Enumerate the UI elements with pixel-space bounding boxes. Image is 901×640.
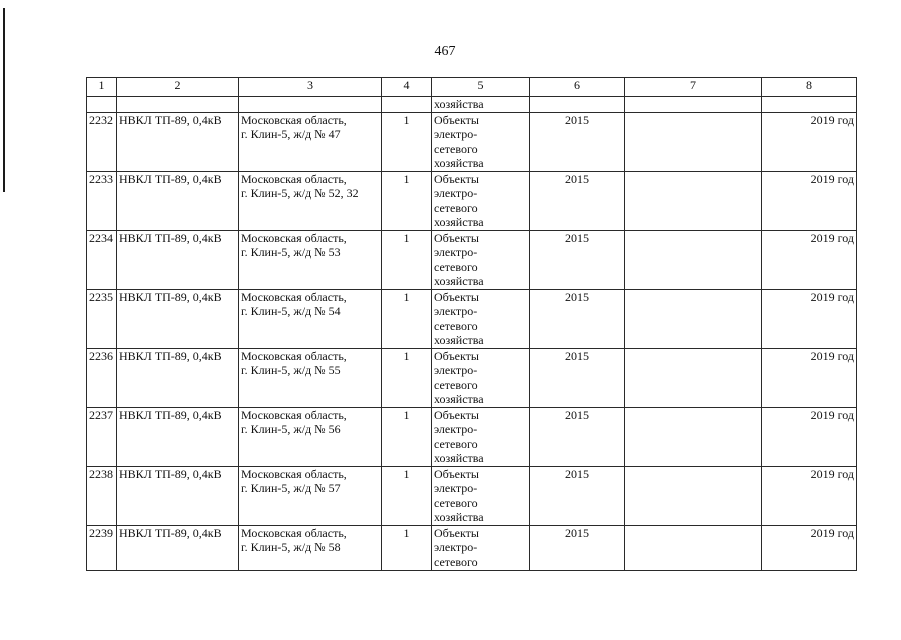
category-cell-text: электро- [434, 540, 478, 554]
address-cell [239, 289, 382, 348]
table-row [87, 112, 857, 171]
category-cell: хозяйства [432, 97, 530, 113]
category-cell-text: Объекты [434, 466, 479, 481]
deadline-cell-text: 2019 год [810, 525, 854, 540]
deadline-cell-text: 2019 год [810, 230, 854, 245]
address-cell-text: г. Клин-5, ж/д № 53 [241, 245, 341, 259]
category-cell [432, 230, 530, 289]
category-cell [432, 289, 530, 348]
table-cell [530, 97, 625, 113]
column-7-cell [625, 112, 762, 171]
quantity-cell [382, 289, 432, 348]
category-cell [432, 171, 530, 230]
deadline-cell-text: 2019 год [810, 112, 854, 127]
category-cell-text: Объекты [434, 348, 479, 363]
category-cell-text: электро- [434, 481, 478, 495]
column-7-cell [625, 466, 762, 525]
address-cell [239, 525, 382, 570]
category-cell-text: хозяйства [434, 510, 484, 524]
category-cell-text: сетевого [434, 318, 478, 333]
table-row [87, 171, 857, 230]
address-cell [239, 171, 382, 230]
quantity-cell [382, 112, 432, 171]
category-cell [432, 407, 530, 466]
category-cell-text: электро- [434, 304, 478, 318]
year-cell-text: 2015 [565, 230, 589, 245]
register-table-body [87, 97, 857, 571]
address-cell [239, 407, 382, 466]
row-number-cell [87, 289, 117, 348]
row-number-cell [87, 525, 117, 570]
column-header-4: 4 [382, 78, 432, 97]
year-cell [530, 466, 625, 525]
year-cell [530, 348, 625, 407]
address-cell-text: г. Клин-5, ж/д № 55 [241, 363, 341, 377]
deadline-cell [762, 230, 857, 289]
scan-edge-mark [3, 8, 5, 192]
category-cell-text: электро- [434, 422, 478, 436]
year-cell-text: 2015 [565, 407, 589, 422]
address-cell-text: г. Клин-5, ж/д № 58 [241, 540, 341, 554]
quantity-cell-text: 1 [403, 525, 410, 540]
category-cell-text: сетевого [434, 200, 478, 215]
category-cell-text: сетевого [434, 259, 478, 274]
address-cell [239, 466, 382, 525]
quantity-cell [382, 466, 432, 525]
deadline-cell [762, 171, 857, 230]
row-number-cell-text: 2239 [89, 525, 113, 540]
year-cell-text: 2015 [565, 525, 589, 540]
row-number-cell-text: 2235 [89, 289, 113, 304]
category-cell-text: сетевого [434, 436, 478, 451]
quantity-cell-text: 1 [403, 466, 410, 481]
object-name-cell-text: НВКЛ ТП-89, 0,4кВ [119, 289, 222, 304]
deadline-cell-text: 2019 год [810, 348, 854, 363]
table-row [87, 466, 857, 525]
object-name-cell [117, 348, 239, 407]
deadline-cell-text: 2019 год [810, 289, 854, 304]
category-cell-text: хозяйства [434, 333, 484, 347]
category-cell [432, 525, 530, 570]
address-cell-text: г. Клин-5, ж/д № 54 [241, 304, 341, 318]
table-cell [382, 97, 432, 113]
quantity-cell-text: 1 [403, 112, 410, 127]
deadline-cell [762, 348, 857, 407]
object-name-cell [117, 112, 239, 171]
year-cell [530, 525, 625, 570]
row-number-cell-text: 2232 [89, 112, 113, 127]
address-cell-text: г. Клин-5, ж/д № 52, 32 [241, 186, 359, 200]
category-cell-text: хозяйства [434, 451, 484, 465]
quantity-cell-text: 1 [403, 230, 410, 245]
column-7-cell [625, 289, 762, 348]
object-name-cell-text: НВКЛ ТП-89, 0,4кВ [119, 525, 222, 540]
column-7-cell [625, 348, 762, 407]
address-cell-text: Московская область, [241, 112, 347, 127]
table-cell [625, 97, 762, 113]
deadline-cell [762, 466, 857, 525]
year-cell-text: 2015 [565, 348, 589, 363]
year-cell-text: 2015 [565, 289, 589, 304]
category-cell-text: Объекты [434, 289, 479, 304]
year-cell [530, 230, 625, 289]
address-cell-text: г. Клин-5, ж/д № 57 [241, 481, 341, 495]
quantity-cell [382, 525, 432, 570]
column-7-cell [625, 171, 762, 230]
category-cell-text: хозяйства [434, 215, 484, 229]
continuation-row [87, 97, 857, 113]
category-cell [432, 466, 530, 525]
quantity-cell-text: 1 [403, 348, 410, 363]
category-cell-text: Объекты [434, 525, 479, 540]
address-cell [239, 112, 382, 171]
address-cell-text: Московская область, [241, 407, 347, 422]
column-header-6: 6 [530, 78, 625, 97]
row-number-cell-text: 2234 [89, 230, 113, 245]
table-cell [117, 97, 239, 113]
column-header-3: 3 [239, 78, 382, 97]
deadline-cell [762, 112, 857, 171]
category-cell-text: сетевого [434, 141, 478, 156]
address-cell-text: Московская область, [241, 525, 347, 540]
object-name-cell [117, 230, 239, 289]
year-cell [530, 171, 625, 230]
table-cell [239, 97, 382, 113]
row-number-cell [87, 112, 117, 171]
deadline-cell [762, 289, 857, 348]
page-number: 467 [434, 44, 456, 59]
category-cell-text: Объекты [434, 112, 479, 127]
table-cell [87, 97, 117, 113]
row-number-cell-text: 2237 [89, 407, 113, 422]
column-7-cell [625, 525, 762, 570]
object-name-cell-text: НВКЛ ТП-89, 0,4кВ [119, 348, 222, 363]
year-cell-text: 2015 [565, 112, 589, 127]
quantity-cell-text: 1 [403, 407, 410, 422]
year-cell [530, 407, 625, 466]
address-cell-text: Московская область, [241, 289, 347, 304]
column-header-7: 7 [625, 78, 762, 97]
category-cell-text: хозяйства [434, 392, 484, 406]
object-name-cell-text: НВКЛ ТП-89, 0,4кВ [119, 171, 222, 186]
category-cell-text: сетевого [434, 495, 478, 510]
year-cell-text: 2015 [565, 466, 589, 481]
column-number-header-row [87, 78, 857, 97]
deadline-cell-text: 2019 год [810, 466, 854, 481]
category-cell-text: Объекты [434, 171, 479, 186]
year-cell-text: 2015 [565, 171, 589, 186]
object-name-cell [117, 289, 239, 348]
object-name-cell [117, 466, 239, 525]
object-name-cell-text: НВКЛ ТП-89, 0,4кВ [119, 112, 222, 127]
address-cell-text: Московская область, [241, 171, 347, 186]
category-cell [432, 348, 530, 407]
category-cell-text: сетевого [434, 377, 478, 392]
table-row [87, 348, 857, 407]
address-cell [239, 230, 382, 289]
deadline-cell-text: 2019 год [810, 171, 854, 186]
address-cell-text: Московская область, [241, 230, 347, 245]
deadline-cell [762, 407, 857, 466]
quantity-cell-text: 1 [403, 171, 410, 186]
address-cell [239, 348, 382, 407]
column-header-2: 2 [117, 78, 239, 97]
row-number-cell [87, 230, 117, 289]
row-number-cell [87, 407, 117, 466]
column-7-cell [625, 230, 762, 289]
category-cell-text: электро- [434, 127, 478, 141]
category-cell-text: хозяйства [434, 274, 484, 288]
column-header-1: 1 [87, 78, 117, 97]
category-cell [432, 112, 530, 171]
table-cell [762, 97, 857, 113]
category-cell-text: электро- [434, 186, 478, 200]
column-header-8: 8 [762, 78, 857, 97]
object-name-cell [117, 525, 239, 570]
object-name-cell [117, 171, 239, 230]
category-cell-text: Объекты [434, 230, 479, 245]
year-cell [530, 289, 625, 348]
row-number-cell [87, 171, 117, 230]
address-cell-text: Московская область, [241, 466, 347, 481]
deadline-cell-text: 2019 год [810, 407, 854, 422]
category-cell-text: электро- [434, 363, 478, 377]
address-cell-text: г. Клин-5, ж/д № 56 [241, 422, 341, 436]
row-number-cell-text: 2236 [89, 348, 113, 363]
category-cell-text: Объекты [434, 407, 479, 422]
quantity-cell [382, 348, 432, 407]
table-row [87, 289, 857, 348]
row-number-cell-text: 2233 [89, 171, 113, 186]
quantity-cell-text: 1 [403, 289, 410, 304]
object-name-cell-text: НВКЛ ТП-89, 0,4кВ [119, 466, 222, 481]
register-table [86, 77, 857, 571]
table-row [87, 525, 857, 570]
quantity-cell [382, 230, 432, 289]
object-name-cell [117, 407, 239, 466]
row-number-cell [87, 348, 117, 407]
table-row [87, 407, 857, 466]
address-cell-text: Московская область, [241, 348, 347, 363]
table-row [87, 230, 857, 289]
category-cell-text: электро- [434, 245, 478, 259]
address-cell-text: г. Клин-5, ж/д № 47 [241, 127, 341, 141]
column-header-5: 5 [432, 78, 530, 97]
deadline-cell [762, 525, 857, 570]
year-cell [530, 112, 625, 171]
category-cell-text: сетевого [434, 554, 478, 569]
quantity-cell [382, 407, 432, 466]
category-cell-text: хозяйства [434, 156, 484, 170]
row-number-cell-text: 2238 [89, 466, 113, 481]
column-7-cell [625, 407, 762, 466]
object-name-cell-text: НВКЛ ТП-89, 0,4кВ [119, 230, 222, 245]
quantity-cell [382, 171, 432, 230]
row-number-cell [87, 466, 117, 525]
object-name-cell-text: НВКЛ ТП-89, 0,4кВ [119, 407, 222, 422]
